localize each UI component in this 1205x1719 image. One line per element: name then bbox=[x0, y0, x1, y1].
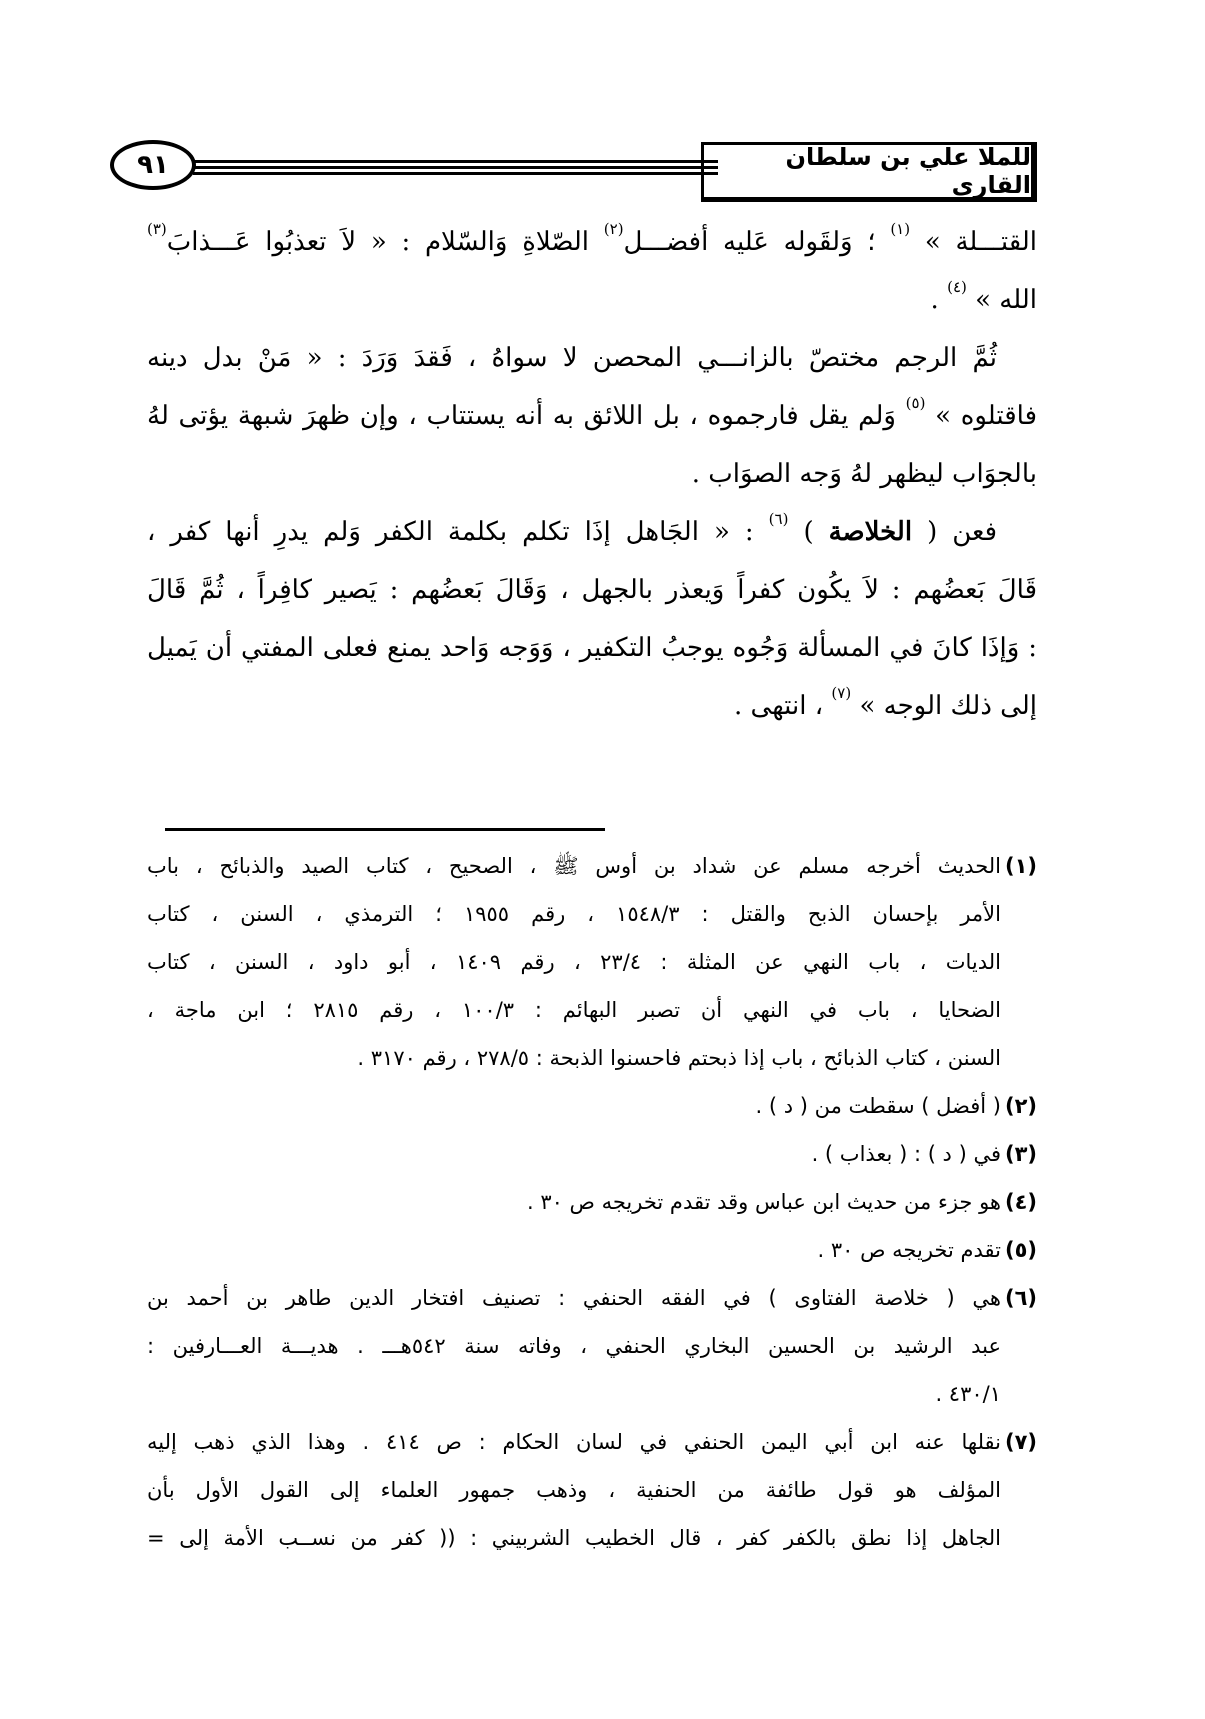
footnote-number: (٦) bbox=[1004, 1286, 1037, 1310]
body-line bbox=[147, 338, 1037, 378]
footnote-text: في ( د ) : ( بعذاب ) . bbox=[811, 1142, 1001, 1166]
body-line bbox=[147, 396, 1037, 436]
footnote-ref: (٣) bbox=[147, 220, 167, 238]
body-text: فعن ( bbox=[927, 517, 998, 547]
footnote-number: (٧) bbox=[1004, 1430, 1037, 1454]
body-text: قَالَ بَعضُهم : لاَ يكُون كفراً وَيعذر بالجهل ، وَقَالَ بَعضُهم : يَصير كافِراً ، ثُمَّ قَالَ bbox=[147, 575, 1037, 605]
footnote-number: (٤) bbox=[1004, 1190, 1037, 1214]
footnote-line bbox=[147, 1038, 1037, 1078]
running-header-title bbox=[701, 142, 1037, 202]
body-text: الله » bbox=[975, 285, 1037, 315]
header-rule bbox=[193, 166, 718, 169]
footnote-line bbox=[147, 1230, 1037, 1270]
footnote-text: الحديث أخرجه مسلم عن شداد بن أوس ﷺ ، الصحيح ، كتاب الصيد والذبائح ، باب bbox=[147, 854, 1001, 878]
footnote-text: المؤلف هو قول طائفة من الحنفية ، وذهب جمهور العلماء إلى القول الأول بأن bbox=[147, 1478, 1001, 1502]
footnote-line bbox=[147, 1134, 1037, 1174]
footnote-line bbox=[147, 1374, 1037, 1414]
footnote-text: السنن ، كتاب الذبائح ، باب إذا ذبحتم فاحسنوا الذبحة : ٢٧٨/٥ ، رقم ٣١٧٠ . bbox=[357, 1046, 1001, 1070]
footnote-number: (٢) bbox=[1004, 1094, 1037, 1118]
footnote-text: عبد الرشيد بن الحسين البخاري الحنفي ، وفاته سنة ٥٤٢هـــ . هديـــة العـــارفين : bbox=[147, 1334, 1001, 1358]
footnote-text: هي ( خلاصة الفتاوى ) في الفقه الحنفي : تصنيف افتخار الدين طاهر بن أحمد بن bbox=[147, 1286, 1001, 1310]
footnote-text: تقدم تخريجه ص ٣٠ . bbox=[817, 1238, 1001, 1262]
header-rule bbox=[193, 160, 718, 163]
footnote-line bbox=[147, 846, 1037, 886]
footnote-line bbox=[147, 1278, 1037, 1318]
footnote-line bbox=[147, 990, 1037, 1030]
header-title-text: للملا علي بن سلطان القاري bbox=[785, 143, 1031, 199]
body-text: ثُمَّ الرجم مختصّ بالزانـــي المحصن لا سواهُ ، فَقدَ وَرَدَ : « مَنْ بدل دينه bbox=[147, 343, 997, 373]
footnote-ref: (٧) bbox=[831, 684, 852, 702]
footnote-ref: (٥) bbox=[905, 394, 926, 412]
page-number bbox=[110, 140, 196, 190]
footnote-line bbox=[147, 894, 1037, 934]
footnote-text: الضحايا ، باب في النهي أن تصبر البهائم : ١٠٠/٣ ، رقم ٢٨١٥ ؛ ابن ماجة ، bbox=[147, 998, 1001, 1022]
body-text: . bbox=[930, 285, 939, 315]
footnote-text: ٤٣٠/١ . bbox=[935, 1382, 1001, 1406]
footnote-ref: (٦) bbox=[768, 510, 789, 528]
footnote-text: ( أفضل ) سقطت من ( د ) . bbox=[755, 1094, 1001, 1118]
body-line bbox=[147, 222, 1037, 262]
body-line bbox=[147, 512, 1037, 552]
body-text: : « الجَاهل إذَا تكلم بكلمة الكفر وَلم يدرِ أنها كفر ، bbox=[147, 517, 754, 547]
body-line bbox=[147, 454, 1037, 494]
body-text: : وَإذَا كانَ في المسألة وَجُوه يوجبُ التكفير ، وَوَجه وَاحد يمنع فعلى المفتي أن يَميل bbox=[147, 633, 1037, 663]
body-text: ، انتهى . bbox=[734, 691, 824, 721]
body-text: بالجوَاب ليظهر لهُ وَجه الصوَاب . bbox=[691, 459, 1037, 489]
footnote-text: نقلها عنه ابن أبي اليمن الحنفي في لسان الحكام : ص ٤١٤ . وهذا الذي ذهب إليه bbox=[147, 1430, 1001, 1454]
body-text: فاقتلوه » bbox=[935, 401, 1038, 431]
footnote-ref: (٢) bbox=[603, 220, 624, 238]
footnote-line bbox=[147, 942, 1037, 982]
footnote-number: (١) bbox=[1004, 854, 1037, 878]
footnote-line bbox=[147, 1518, 1037, 1558]
header-rule bbox=[193, 172, 718, 175]
footnote-line bbox=[147, 1470, 1037, 1510]
body-text: القتـــلة » bbox=[924, 227, 1038, 257]
body-line bbox=[147, 280, 1037, 320]
footnote-text: الجاهل إذا نطق بالكفر كفر ، قال الخطيب الشربيني : (( كفر من نســب الأمة إلى = bbox=[147, 1526, 1001, 1550]
footnote-separator bbox=[165, 828, 605, 831]
body-text: وَلم يقل فارجموه ، بل اللائق به أنه يستتاب ، وإن ظهرَ شبهة يؤتى لهُ bbox=[147, 401, 896, 431]
footnote-ref: (١) bbox=[890, 220, 911, 238]
body-text: ؛ وَلقَوله عَليه أفضـــل bbox=[623, 227, 876, 257]
page-number-text: ٩١ bbox=[137, 150, 169, 180]
body-line bbox=[147, 570, 1037, 610]
footnote-line bbox=[147, 1422, 1037, 1462]
body-text: ) bbox=[803, 517, 814, 547]
footnote-ref: (٤) bbox=[947, 278, 967, 296]
body-text: إلى ذلك الوجه » bbox=[859, 691, 1037, 721]
body-text: الصّلاةِ وَالسّلام : « لاَ تعذبُوا عَـــذابَ bbox=[166, 227, 590, 257]
footnote-text: الأمر بإحسان الذبح والقتل : ١٥٤٨/٣ ، رقم ١٩٥٥ ؛ الترمذي ، السنن ، كتاب bbox=[147, 902, 1001, 926]
book-title: الخلاصة bbox=[828, 517, 913, 547]
footnote-text: الديات ، باب النهي عن المثلة : ٢٣/٤ ، رقم ١٤٠٩ ، أبو داود ، السنن ، كتاب bbox=[147, 950, 1001, 974]
footnote-line bbox=[147, 1326, 1037, 1366]
body-line bbox=[147, 686, 1037, 726]
footnote-number: (٣) bbox=[1004, 1142, 1037, 1166]
footnote-line bbox=[147, 1086, 1037, 1126]
footnote-text: هو جزء من حديث ابن عباس وقد تقدم تخريجه ص ٣٠ . bbox=[526, 1190, 1001, 1214]
footnote-line bbox=[147, 1182, 1037, 1222]
body-line bbox=[147, 628, 1037, 668]
footnote-number: (٥) bbox=[1004, 1238, 1037, 1262]
